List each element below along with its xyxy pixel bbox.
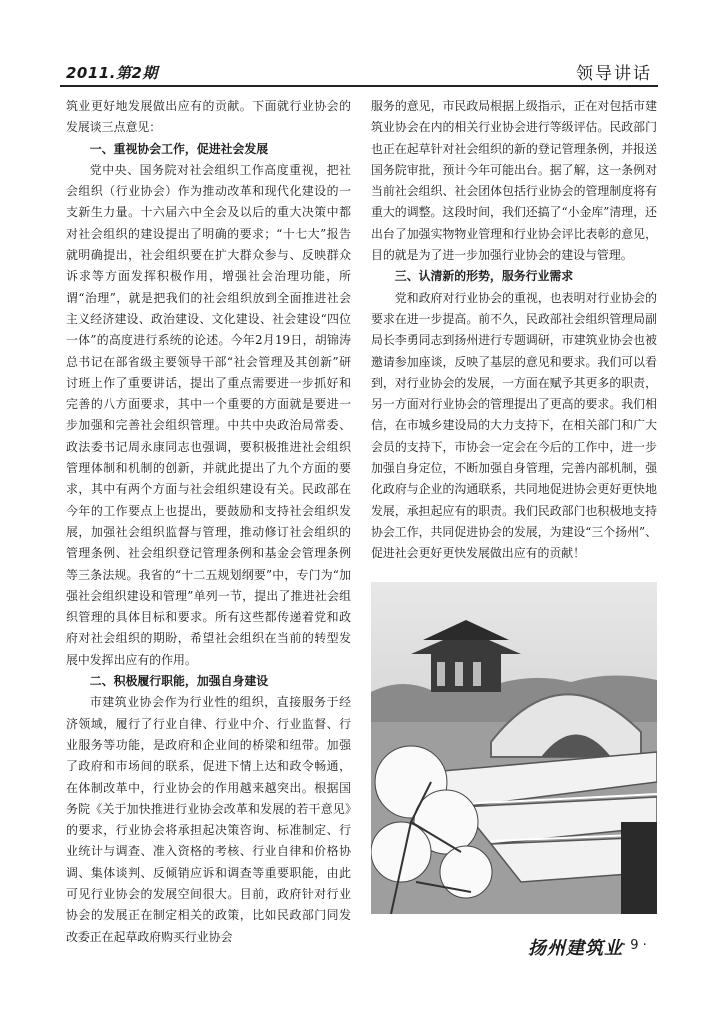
paragraph: 党和政府对行业协会的重视，也表明对行业协会的要求在进一步提高。前不久，民政部社会组织管理局副局长李勇同志到扬州进行专题调研，市建筑业协会也被邀请参加座谈，反映了基层的意见和要求。我们可以看到，对行业协会的发展，一方面在赋予其更多的职责，另一方面对行业协会的管理提出了更高的要求。我们相信，在市城乡建设局的大力支持下，在相关部门和广大会员的支持下，市协会一定会在今后的工作中，进一步加强自身定位，不断加强自身管理，完善内部机制，强化政府与企业的沟通联系，共同地促进协会更好更快地发展，承担起应有的职责。我们民政部门也积极地支持协会工作，共同促进协会的发展，为建设“三个扬州”、促进社会更好更快发展做出应有的贡献！ (371, 290, 657, 561)
page-number: · 9 · (622, 938, 647, 953)
section-title: 领导讲话 (576, 64, 652, 84)
issue-label: 2011.第2期 (66, 64, 158, 82)
magazine-logo: 扬州建筑业 (528, 938, 623, 959)
photo-illustration (371, 582, 657, 914)
bridge-pavilion-photo (371, 582, 657, 914)
section-heading-2: 二、积极履行职能，加强自身建设 (89, 674, 269, 689)
paragraph: 服务的意见，市民政局根据上级指示，正在对包括市建筑业协会在内的相关行业协会进行等级评估。民政部门也正在起草针对社会组织的新的登记管理条例，并报送国务院审批，预计今年可能出台。据了解，这一条例对当前社会组织、社会团体包括行业协会的管理制度将有重大的调整。这段时间，我们还搞了“小金库”清理，还出台了加强实物物业管理和行业协会评比表彰的意见，目的就是为了进一步加强行业协会的建设与管理。 (371, 99, 657, 263)
right-column (371, 96, 657, 565)
paragraph: 党中央、国务院对社会组织工作高度重视，把社会组织（行业协会）作为推动改革和现代化建设的一支新生力量。十六届六中全会及以后的重大决策中都对社会组织的建设提出了明确的要求；“十七大”报告就明确提出，社会组织要在扩大群众参与、反映群众诉求等方面发挥积极作用，增强社会治理功能，所谓“治理”，就是把我们的社会组织放到全面推进社会主义经济建设、政治建设、文化建设、社会建设“四位一体”的高度进行系统的论述。今年2月19日，胡锦涛总书记在部省级主要领导干部“社会管理及其创新”研讨班上作了重要讲话，提出了重点需要进一步抓好和完善的八方面要求，其中一个重要的方面就是要进一步加强和完善社会组织管理。中共中央政治局常委、政法委书记周永康同志也强调，要积极推进社会组织管理体制和机制的创新，并就此提出了九个方面的要求，其中有两个方面与社会组织建设有关。民政部在今年的工作要点上也提出，要鼓励和支持社会组织发展，加强社会组织监督与管理，推动修订社会组织的管理条例、社会组织登记管理条例和基金会管理条例等三条法规。我省的“十二五规划纲要”中，专门为“加强社会组织建设和管理”单列一节，提出了推进社会组织管理的具体目标和要求。所有这些都传递着党和政府对社会组织的期盼，希望社会组织在当前的转型发展中发挥出应有的作用。 (66, 162, 351, 667)
paragraph: 市建筑业协会作为行业性的组织，直接服务于经济领域，履行了行业自律、行业中介、行业监督、行业服务等功能，是政府和企业间的桥梁和纽带。加强了政府和市场间的联系，促进下情上达和政令畅通，在体制改革中，行业协会的作用越来越突出。根据国务院《关于加快推进行业协会改革和发展的若干意见》的要求，行业协会将承担起决策咨询、标准制定、行业统计与调查、准入资格的考核、行业自律和价格协调、集体谈判、反倾销应诉和调查等重要职能，由此可见行业协会的发展空间很大。目前，政府针对行业协会的发展正在制定相关的政策，比如民政部门同发改委正在起草政府购买行业协会 (66, 695, 351, 944)
header-rule (60, 85, 658, 87)
left-column (66, 96, 351, 948)
section-heading-3: 三、认清新的形势，服务行业需求 (394, 269, 574, 284)
paragraph: 筑业更好地发展做出应有的贡献。下面就行业协会的发展谈三点意见： (66, 99, 351, 135)
page-header (60, 56, 658, 86)
section-heading-1: 一、重视协会工作，促进社会发展 (89, 141, 269, 156)
